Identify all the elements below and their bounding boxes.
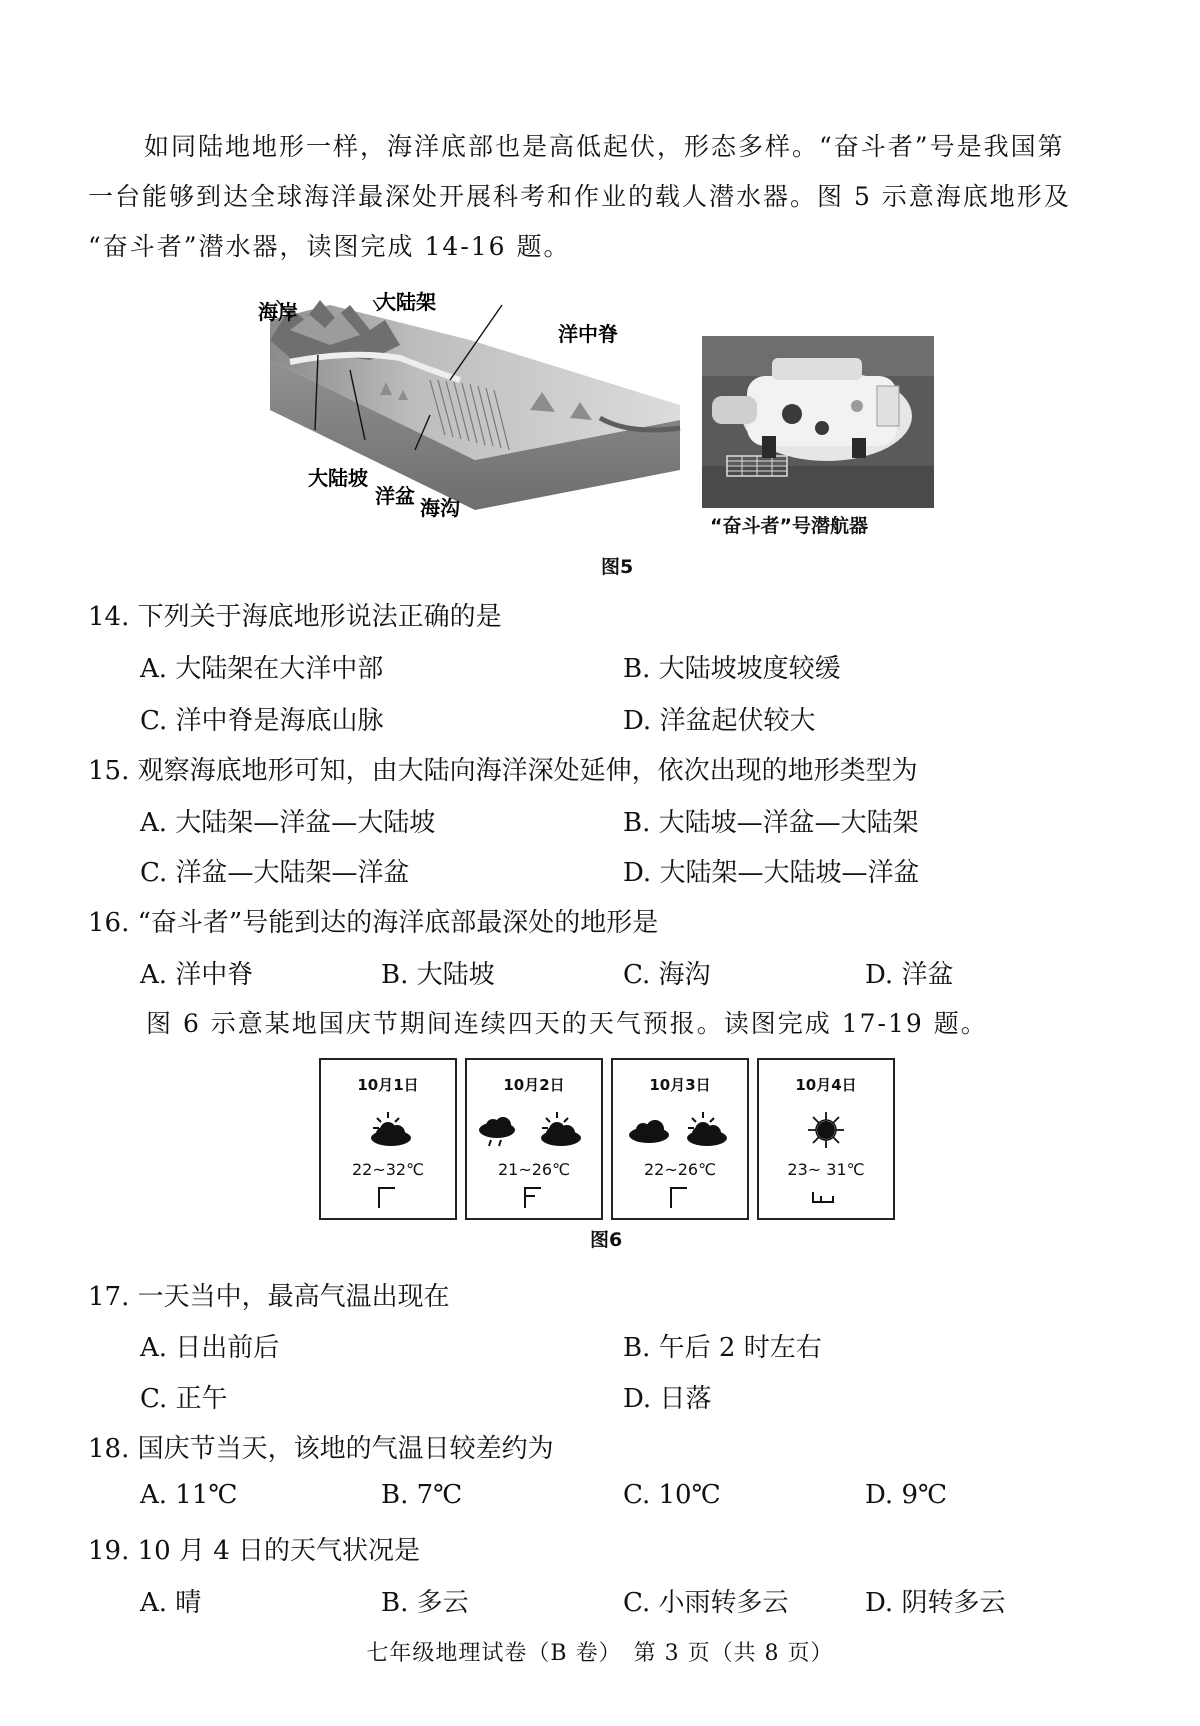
label-trench: 海沟 (420, 496, 460, 520)
label-continental-shelf: 大陆架 (376, 290, 436, 314)
question-18-option-d: D. 9℃ (865, 1480, 948, 1510)
forecast-temperature: 21~26℃ (497, 1160, 571, 1179)
cloudy-to-partly-cloudy-icon (613, 1110, 747, 1150)
question-19-option-b: B. 多云 (381, 1588, 469, 1618)
question-17-option-a: A. 日出前后 (140, 1333, 280, 1363)
question-19-stem: 19. 10 月 4 日的天气状况是 (88, 1536, 421, 1566)
forecast-temperature: 23~ 31℃ (787, 1160, 865, 1179)
question-17-option-b: B. 午后 2 时左右 (623, 1333, 822, 1363)
question-16-option-b: B. 大陆坡 (381, 960, 495, 990)
question-16-option-a: A. 洋中脊 (140, 960, 254, 990)
question-16-option-d: D. 洋盆 (865, 960, 954, 990)
question-14-option-b: B. 大陆坡坡度较缓 (623, 654, 841, 684)
figure-6-caption: 图6 (590, 1229, 623, 1251)
question-15-option-a: A. 大陆架—洋盆—大陆坡 (140, 808, 436, 838)
forecast-temperature: 22~32℃ (351, 1160, 425, 1179)
question-16-option-c: C. 海沟 (623, 960, 711, 990)
intro-line-2: 一台能够到达全球海洋最深处开展科考和作业的载人潜水器。图 5 示意海底地形及 (88, 182, 1071, 211)
question-15-stem: 15. 观察海底地形可知，由大陆向海洋深处延伸，依次出现的地形类型为 (88, 756, 918, 786)
figure-5-caption: 图5 (601, 556, 634, 578)
wind-barb-icon (371, 1184, 401, 1210)
question-15-option-d: D. 大陆架—大陆坡—洋盆 (623, 858, 920, 888)
question-14-option-c: C. 洋中脊是海底山脉 (140, 706, 384, 736)
label-coast: 海岸 (258, 300, 298, 324)
question-17-stem: 17. 一天当中，最高气温出现在 (88, 1282, 450, 1312)
question-14-option-d: D. 洋盆起伏较大 (623, 706, 816, 736)
forecast-day-2 (465, 1058, 603, 1220)
wind-barb-icon (809, 1184, 839, 1210)
page-footer: 七年级地理试卷（B 卷） 第 3 页（共 8 页） (366, 1641, 834, 1666)
question-18-option-b: B. 7℃ (381, 1480, 463, 1510)
forecast-day-3 (611, 1058, 749, 1220)
question-15-option-c: C. 洋盆—大陆架—洋盆 (140, 858, 410, 888)
question-15-option-b: B. 大陆坡—洋盆—大陆架 (623, 808, 919, 838)
question-17-option-c: C. 正午 (140, 1384, 228, 1414)
forecast-date: 10月2日 (503, 1076, 565, 1094)
wind-barb-icon (517, 1184, 547, 1210)
rain-to-partly-cloudy-icon (467, 1110, 601, 1150)
question-14-stem: 14. 下列关于海底地形说法正确的是 (88, 602, 502, 632)
question-19-option-a: A. 晴 (140, 1588, 202, 1618)
submersible-photo (702, 336, 934, 508)
forecast-day-4 (757, 1058, 895, 1220)
question-14-option-a: A. 大陆架在大洋中部 (140, 654, 384, 684)
question-18-option-c: C. 10℃ (623, 1480, 721, 1510)
question-18-option-a: A. 11℃ (140, 1480, 238, 1510)
sun-behind-cloud-icon (321, 1110, 455, 1150)
seafloor-diagram (270, 300, 690, 530)
forecast-temperature: 22~26℃ (643, 1160, 717, 1179)
forecast-date: 10月3日 (649, 1076, 711, 1094)
intro-line-3: “奋斗者”潜水器，读图完成 14-16 题。 (88, 232, 571, 261)
question-19-option-c: C. 小雨转多云 (623, 1588, 789, 1618)
forecast-date: 10月4日 (795, 1076, 857, 1094)
submersible-caption: “奋斗者”号潜航器 (710, 515, 868, 537)
forecast-date: 10月1日 (357, 1076, 419, 1094)
question-17-option-d: D. 日落 (623, 1384, 712, 1414)
question-19-option-d: D. 阴转多云 (865, 1588, 1006, 1618)
forecast-day-1 (319, 1058, 457, 1220)
intro-2: 图 6 示意某地国庆节期间连续四天的天气预报。读图完成 17-19 题。 (146, 1009, 988, 1038)
label-mid-ocean-ridge: 洋中脊 (558, 322, 618, 346)
label-continental-slope: 大陆坡 (308, 466, 368, 490)
question-16-stem: 16. “奋斗者”号能到达的海洋底部最深处的地形是 (88, 908, 659, 938)
intro-line-1: 如同陆地地形一样，海洋底部也是高低起伏，形态多样。“奋斗者”号是我国第 (144, 132, 1065, 161)
wind-barb-icon (663, 1184, 693, 1210)
sunny-icon (759, 1110, 893, 1150)
question-18-stem: 18. 国庆节当天，该地的气温日较差约为 (88, 1434, 554, 1464)
label-ocean-basin: 洋盆 (375, 484, 415, 508)
